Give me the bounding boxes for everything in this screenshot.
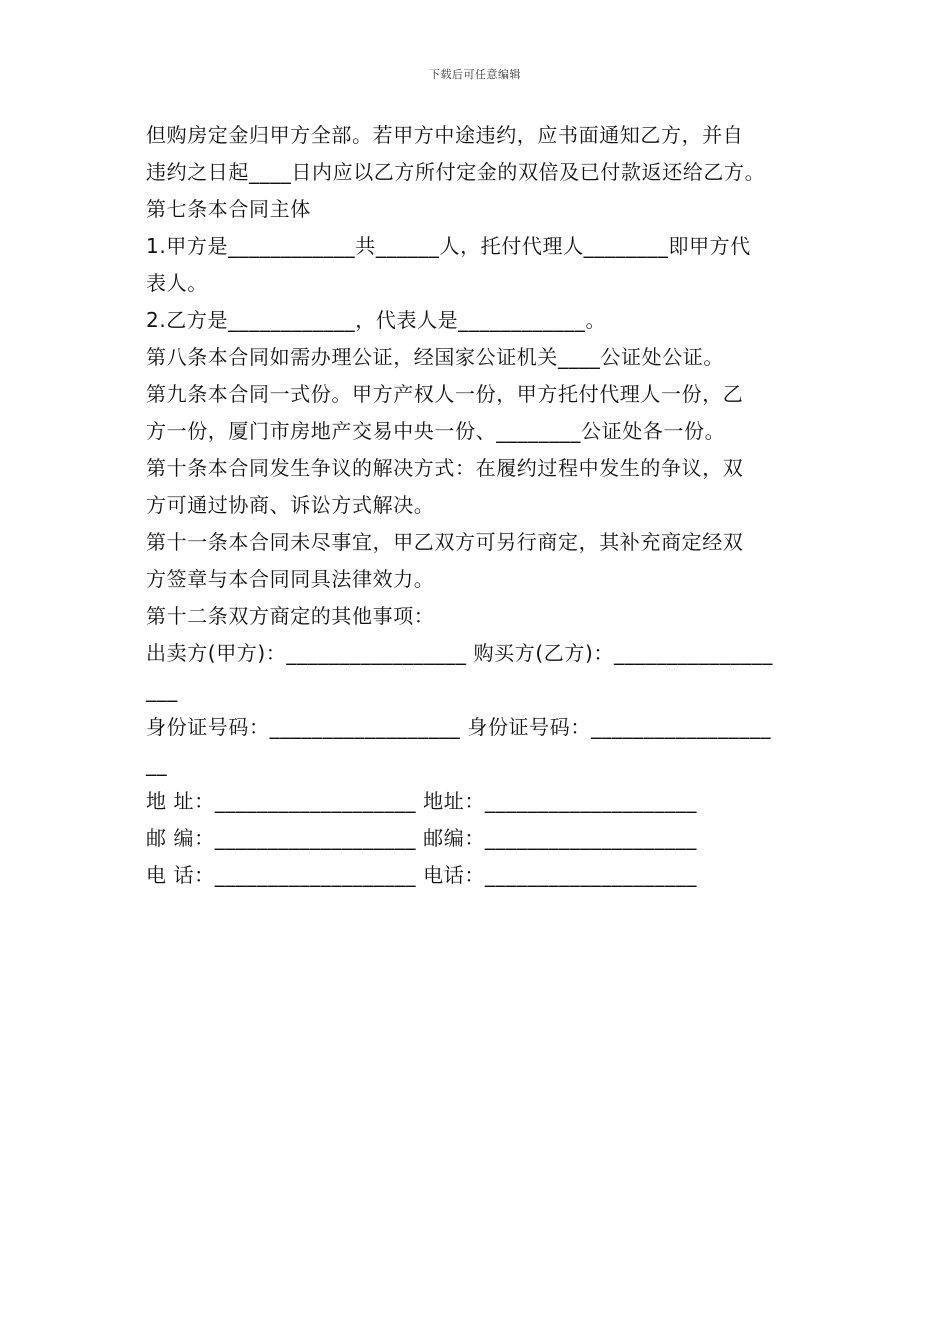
signature-parties-line: 出卖方(甲方)：_________________ 购买方(乙方)：_______________ — [146, 641, 773, 665]
article-12: 第十二条双方商定的其他事项： — [146, 604, 435, 628]
article-10: 第十条本合同发生争议的解决方式：在履约过程中发生的争议，双 — [146, 456, 744, 480]
id-number-line-cont: __ — [146, 752, 168, 776]
party-b-line: 2.乙方是____________，代表人是____________。 — [146, 308, 607, 332]
paragraph-line: 违约之日起____日内应以乙方所付定金的双倍及已付款返还给乙方。 — [146, 160, 766, 184]
address-line: 地 址：___________________ 地址：____________________ — [146, 789, 697, 813]
article-9: 第九条本合同一式份。甲方产权人一份，甲方托付代理人一份，乙 — [146, 382, 744, 406]
party-a-line-cont: 表人。 — [146, 271, 208, 295]
postcode-line: 邮 编：___________________ 邮编：____________________ — [146, 826, 697, 850]
signature-parties-line-cont: ___ — [146, 678, 178, 702]
id-number-line: 身份证号码：__________________ 身份证号码：_________________ — [146, 715, 772, 739]
phone-line: 电 话：___________________ 电话：____________________ — [146, 863, 697, 887]
article-9-cont: 方一份，厦门市房地产交易中央一份、________公证处各一份。 — [146, 419, 726, 443]
article-11: 第十一条本合同未尽事宜，甲乙双方可另行商定，其补充商定经双 — [146, 530, 744, 554]
article-10-cont: 方可通过协商、诉讼方式解决。 — [146, 493, 435, 517]
party-a-line: 1.甲方是____________共______人，托付代理人________即甲方代 — [146, 234, 751, 258]
article-7-heading: 第七条本合同主体 — [146, 197, 311, 221]
page-header-watermark: 下载后可任意编辑 — [429, 68, 521, 81]
paragraph-line: 但购房定金归甲方全部。若甲方中途违约，应书面通知乙方，并自 — [146, 123, 744, 147]
article-11-cont: 方签章与本合同同具法律效力。 — [146, 567, 435, 591]
article-8: 第八条本合同如需办理公证，经国家公证机关____公证处公证。 — [146, 345, 724, 369]
contract-body — [146, 117, 814, 894]
